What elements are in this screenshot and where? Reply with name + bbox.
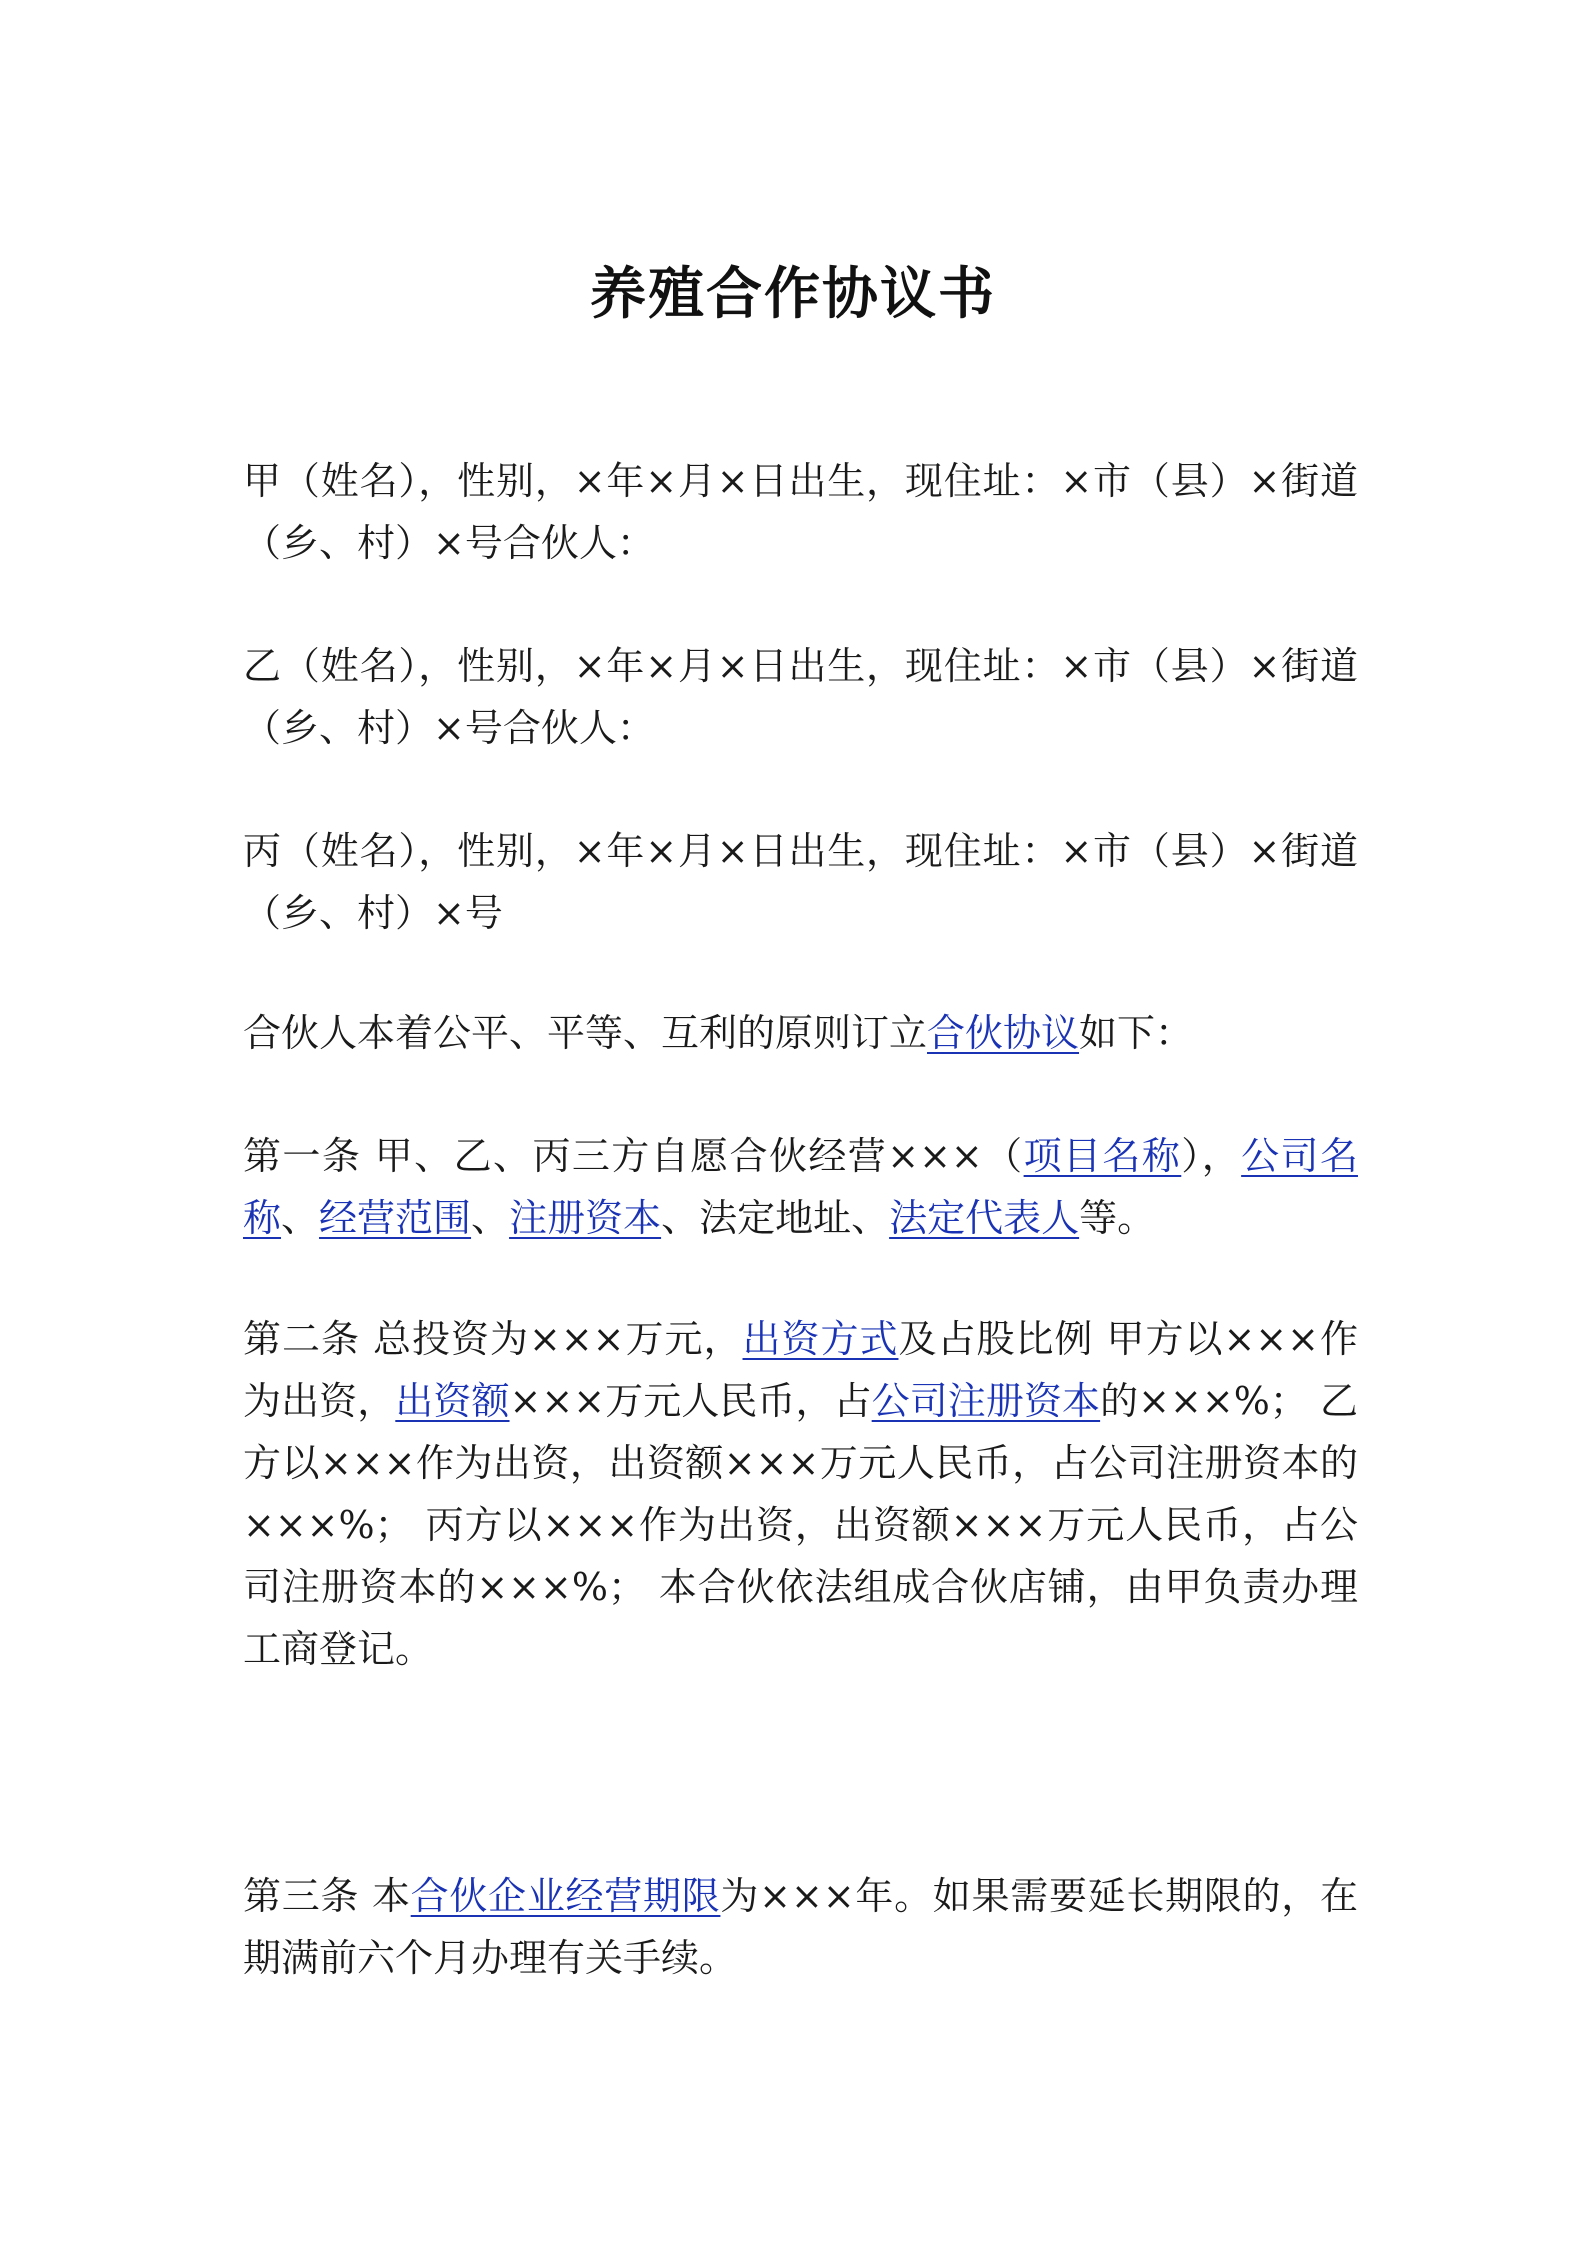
link-legal-representative[interactable]: 法定代表人 [889, 1196, 1080, 1240]
article-1-text-2: ）， [1181, 1134, 1242, 1178]
link-investment-amount[interactable]: 出资额 [395, 1379, 510, 1423]
party-b-paragraph: 乙（姓名），性别，×年×月×日出生，现住址：×市（县）×街道（乡、村）×号合伙人： [243, 644, 1358, 750]
article-1-text-3: 、 [281, 1196, 320, 1240]
article-1-text-6: 等。 [1079, 1196, 1156, 1240]
article-2-paragraph [243, 1308, 1358, 1680]
article-2-text-2: 及占股比例 甲方以×××作为出资， [243, 1317, 1358, 1423]
party-c-paragraph: 丙（姓名），性别，×年×月×日出生，现住址：×市（县）×街道（乡、村）×号 [243, 829, 1358, 935]
article-3-paragraph [243, 1865, 1358, 1989]
party-a-paragraph: 甲（姓名），性别，×年×月×日出生，现住址：×市（县）×街道（乡、村）×号合伙人： [243, 459, 1358, 565]
link-project-name[interactable]: 项目名称 [1023, 1134, 1182, 1178]
link-partnership-agreement[interactable]: 合伙协议 [927, 1011, 1080, 1055]
link-business-scope[interactable]: 经营范围 [319, 1196, 472, 1240]
article-2-text-4: 的×××%； 乙方以×××作为出资，出资额×××万元人民币，占公司注册资本的×××%； 丙方以×××作为出资，出资额×××万元人民币，占公司注册资本的×××%； 本合伙依法组成合伙店铺，由甲负责办理工商登记。 [243, 1379, 1358, 1671]
article-3-text-2: 为×××年。如果需要延长期限的，在期满前六个月办理有关手续。 [243, 1874, 1358, 1980]
document-title: 养殖合作协议书 [590, 261, 996, 327]
article-2-text-1: 第二条 总投资为×××万元， [243, 1317, 743, 1361]
article-1-text-4: 、 [471, 1196, 510, 1240]
principle-text-1: 合伙人本着公平、平等、互利的原则订立 [243, 1011, 928, 1055]
link-registered-capital[interactable]: 注册资本 [509, 1196, 662, 1240]
link-company-registered-capital[interactable]: 公司注册资本 [871, 1379, 1101, 1423]
link-company-name[interactable]: 公司名称 [243, 1134, 1358, 1240]
article-2-text-3: ×××万元人民币，占 [509, 1379, 872, 1423]
principle-text-2: 如下： [1079, 1011, 1194, 1055]
article-3-text-1: 第三条 本 [243, 1874, 411, 1918]
article-1-text-5: 、法定地址、 [661, 1196, 890, 1240]
principle-paragraph [243, 1002, 1358, 1064]
link-investment-method[interactable]: 出资方式 [742, 1317, 899, 1361]
link-partnership-term[interactable]: 合伙企业经营期限 [410, 1874, 721, 1918]
article-1-paragraph [243, 1125, 1358, 1249]
article-1-text-1: 第一条 甲、乙、丙三方自愿合伙经营×××（ [243, 1134, 1024, 1178]
